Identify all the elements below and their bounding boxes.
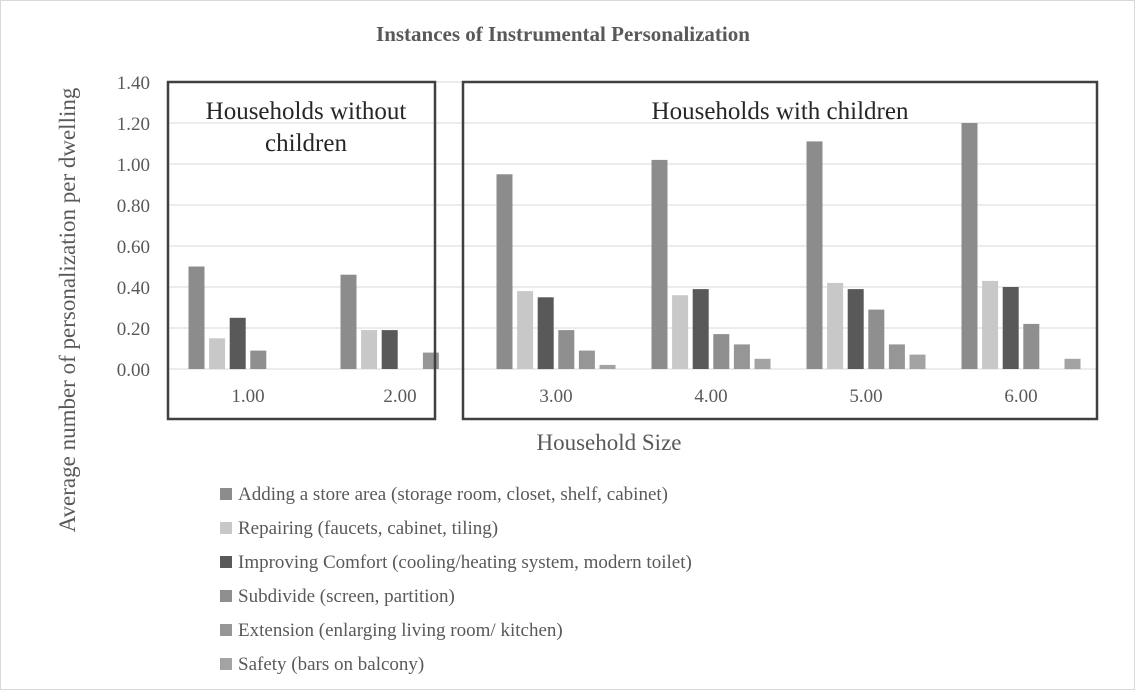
legend-swatch: [220, 624, 232, 636]
x-tick-label: 6.00: [1004, 386, 1038, 407]
chart-title: Instances of Instrumental Personalization: [376, 22, 750, 46]
x-tick-label: 4.00: [694, 386, 728, 407]
legend-label: Adding a store area (storage room, closet, shelf, cabinet): [238, 484, 668, 505]
bar: [538, 297, 554, 369]
bar: [910, 355, 926, 369]
bar: [982, 281, 998, 369]
bar: [652, 160, 668, 369]
bar: [962, 123, 978, 369]
bar: [889, 344, 905, 369]
legend-label: Repairing (faucets, cabinet, tiling): [238, 518, 499, 539]
x-axis-title: Household Size: [536, 430, 682, 455]
group-title: children: [265, 130, 347, 157]
bar: [693, 289, 709, 369]
legend-swatch: [220, 522, 232, 534]
bar: [600, 365, 616, 369]
y-tick-label: 0.80: [116, 196, 150, 217]
bar: [341, 275, 357, 369]
bar: [1065, 359, 1081, 369]
legend-label: Improving Comfort (cooling/heating system, modern toilet): [238, 552, 692, 573]
bar: [827, 283, 843, 369]
y-tick-label: 0.40: [116, 278, 150, 299]
bar: [230, 318, 246, 369]
bar: [209, 338, 225, 369]
bar: [579, 351, 595, 369]
x-tick-label: 2.00: [383, 386, 417, 407]
bar: [734, 344, 750, 369]
group-title: Households with children: [651, 98, 909, 125]
bar: [807, 141, 823, 369]
group-title: Households without: [205, 98, 407, 125]
bar: [558, 330, 574, 369]
bar: [250, 351, 266, 369]
bar: [755, 359, 771, 369]
bar: [189, 267, 205, 370]
y-tick-label: 1.40: [116, 73, 150, 94]
legend-swatch: [220, 488, 232, 500]
y-tick-label: 0.00: [116, 360, 150, 381]
bar: [361, 330, 377, 369]
y-tick-label: 0.60: [116, 237, 150, 258]
bar: [497, 174, 513, 369]
legend-label: Safety (bars on balcony): [238, 654, 425, 675]
bar: [423, 353, 439, 369]
x-tick-label: 5.00: [849, 386, 883, 407]
y-tick-label: 0.20: [116, 319, 150, 340]
bar: [713, 334, 729, 369]
x-tick-label: 1.00: [231, 386, 265, 407]
bar: [672, 295, 688, 369]
legend-swatch: [220, 556, 232, 568]
bar: [848, 289, 864, 369]
x-tick-label: 3.00: [539, 386, 573, 407]
y-axis-title: Average number of personalization per dwelling: [55, 87, 80, 533]
legend-swatch: [220, 590, 232, 602]
bar: [382, 330, 398, 369]
y-tick-label: 1.00: [116, 155, 150, 176]
y-tick-label: 1.20: [116, 114, 150, 135]
legend-label: Subdivide (screen, partition): [238, 586, 455, 607]
bar: [1003, 287, 1019, 369]
bar: [868, 310, 884, 369]
bar: [1023, 324, 1039, 369]
legend-swatch: [220, 658, 232, 670]
bar: [517, 291, 533, 369]
legend-label: Extension (enlarging living room/ kitchen): [238, 620, 563, 641]
